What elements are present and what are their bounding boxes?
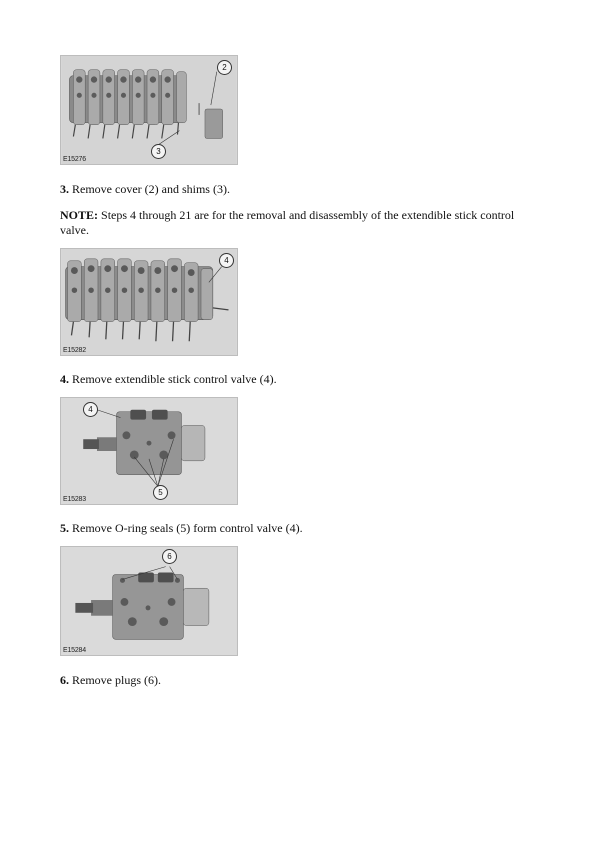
step-4	[60, 372, 530, 387]
valve-bank-illustration	[61, 249, 237, 355]
step-text: Remove O-ring seals (5) form control valve (4).	[72, 521, 303, 535]
step-text: Remove plugs (6).	[72, 673, 161, 687]
step-5	[60, 521, 530, 536]
step-number: 4.	[60, 372, 69, 386]
callout-4: 4	[219, 253, 234, 268]
callout-3: 3	[151, 144, 166, 159]
callout-4: 4	[83, 402, 98, 417]
note-label: NOTE:	[60, 208, 99, 222]
step-text: Remove extendible stick control valve (4).	[72, 372, 277, 386]
figure-code: E15276	[63, 156, 86, 163]
figure-code: E15284	[63, 647, 86, 654]
step-text: Remove cover (2) and shims (3).	[72, 182, 230, 196]
step-number: 3.	[60, 182, 69, 196]
callout-6: 6	[162, 549, 177, 564]
valve-bank-illustration	[61, 56, 237, 164]
figure-code: E15283	[63, 496, 86, 503]
figure-1-photo	[60, 55, 238, 165]
step-number: 5.	[60, 521, 69, 535]
figure-code: E15282	[63, 347, 86, 354]
figure-3-photo	[60, 397, 238, 505]
step-number: 6.	[60, 673, 69, 687]
control-valve-illustration	[61, 547, 237, 655]
callout-2: 2	[217, 60, 232, 75]
figure-4-photo	[60, 546, 238, 656]
step-6	[60, 673, 530, 688]
callout-5: 5	[153, 485, 168, 500]
note-text: Steps 4 through 21 are for the removal and disassembly of the extendible stick control valve.	[60, 208, 515, 237]
figure-2-photo	[60, 248, 238, 356]
step-3	[60, 182, 530, 197]
note	[60, 208, 530, 238]
